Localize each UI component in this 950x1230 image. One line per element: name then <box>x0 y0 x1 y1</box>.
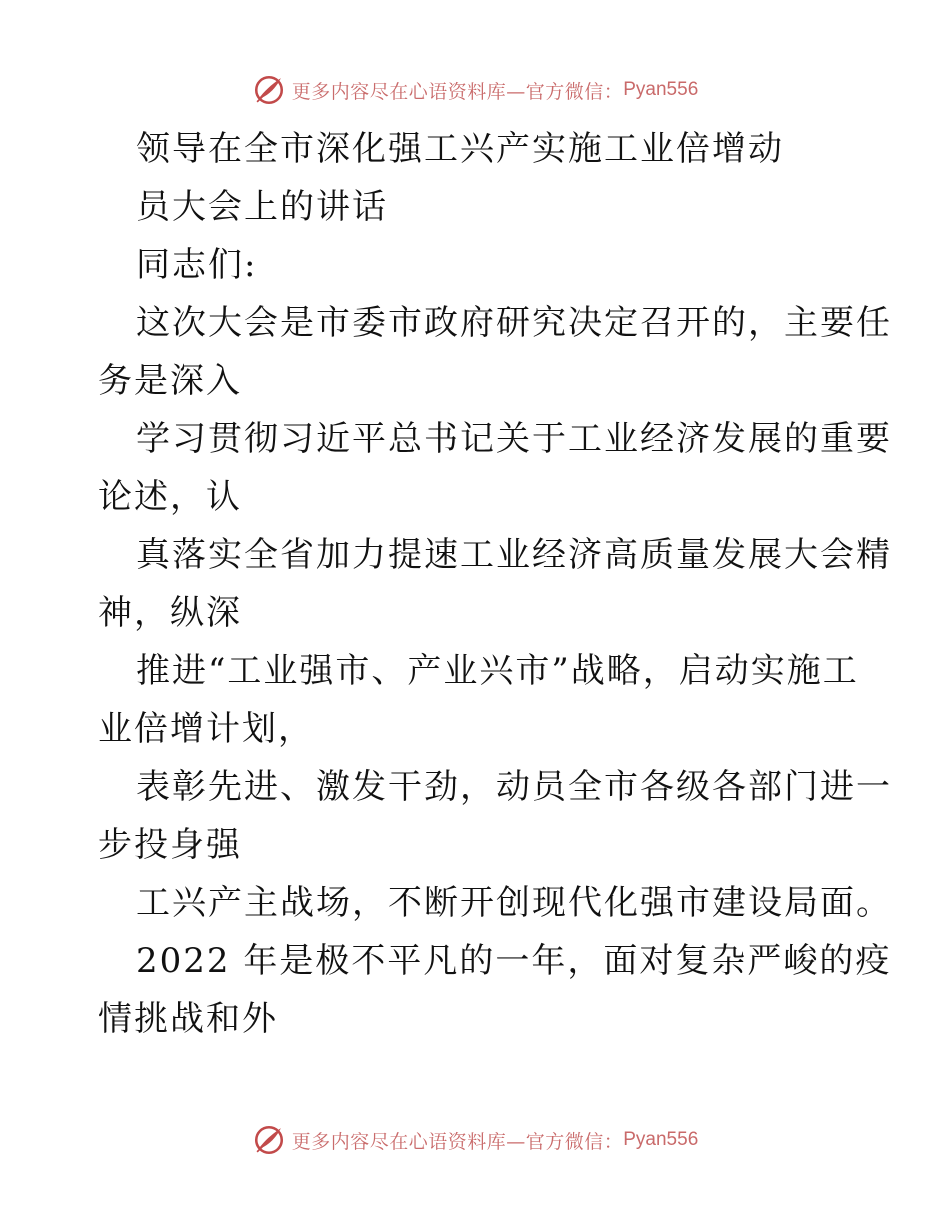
paragraph-line: 情挑战和外 <box>98 999 278 1039</box>
banner-wechat-id: Pyan556 <box>623 79 699 100</box>
paragraph-line: 步投身强 <box>98 825 242 865</box>
salutation: 同志们: <box>136 245 258 285</box>
paragraph-line: 神，纵深 <box>98 593 242 633</box>
paragraph-line: 务是深入 <box>98 361 242 401</box>
paragraph-line: 这次大会是市委市政府研究决定召开的，主要任 <box>136 303 892 343</box>
paragraph-line: 工兴产主战场，不断开创现代化强市建设局面。 <box>136 883 892 923</box>
paragraph-line: 论述，认 <box>98 477 242 517</box>
quill-logo-icon <box>252 73 286 107</box>
banner-text: 更多内容尽在心语资料库—官方微信： <box>291 80 624 103</box>
banner-wechat-id: Pyan556 <box>623 1129 699 1150</box>
paragraph-line: 真落实全省加力提速工业经济高质量发展大会精 <box>136 535 892 575</box>
footer-banner <box>0 1120 950 1160</box>
banner-text: 更多内容尽在心语资料库—官方微信： <box>291 1130 624 1153</box>
title-line-1: 领导在全市深化强工兴产实施工业倍增动 <box>136 129 784 169</box>
document-body <box>98 120 892 1048</box>
title-line-2: 员大会上的讲话 <box>136 187 388 227</box>
paragraph-line: 2022 年是极不平凡的一年，面对复杂严峻的疫 <box>136 941 892 981</box>
paragraph-line: 业倍增计划， <box>98 709 314 749</box>
paragraph-line: 学习贯彻习近平总书记关于工业经济发展的重要 <box>136 419 892 459</box>
paragraph-line: 表彰先进、激发干劲，动员全市各级各部门进一 <box>136 767 892 807</box>
header-banner <box>0 70 950 110</box>
quill-logo-icon <box>252 1123 286 1157</box>
paragraph-line: 推进“工业强市、产业兴市”战略，启动实施工 <box>136 651 859 691</box>
